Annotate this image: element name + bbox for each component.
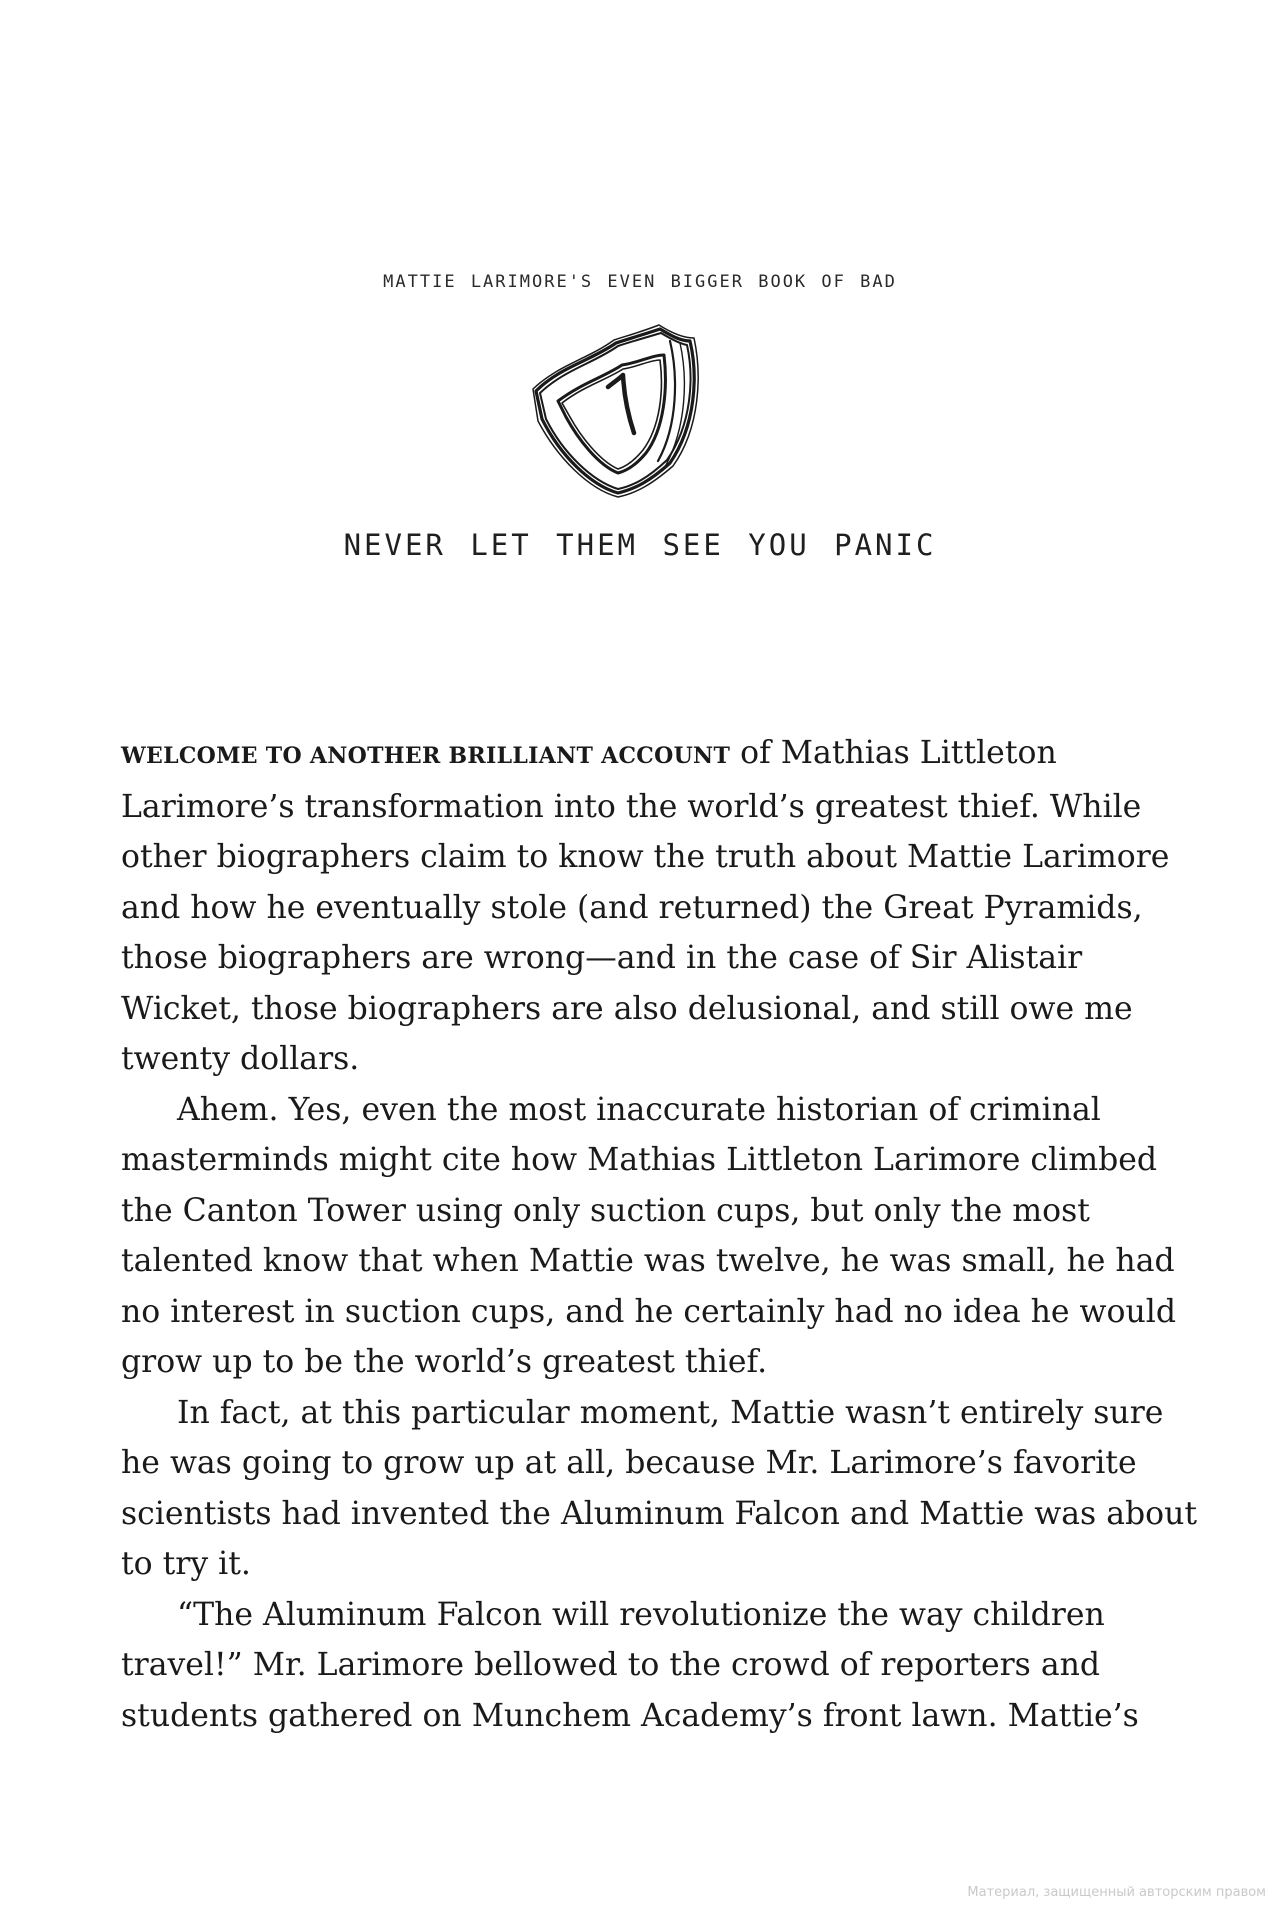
text-line: to try it. <box>121 1546 251 1582</box>
text-line: twenty dollars. <box>121 1041 360 1077</box>
chapter-number: 1 <box>624 434 626 436</box>
text-line: grow up to be the world’s greatest thief. <box>121 1344 768 1380</box>
chapter-title: NEVER LET THEM SEE YOU PANIC <box>343 528 937 562</box>
text-line: and how he eventually stole (and returned) the Great Pyramids, <box>121 889 1143 926</box>
copyright-watermark: Материал, защищенный авторским правом <box>967 1885 1266 1900</box>
body-text <box>121 728 1201 1741</box>
text-line: talented know that when Mattie was twelve, he was small, he had <box>121 1243 1175 1279</box>
text-line: those biographers are wrong—and in the case of Sir Alistair <box>121 940 1083 976</box>
text-line: other biographers claim to know the truth about Mattie Larimore <box>121 839 1170 875</box>
series-title: MATTIE LARIMORE'S EVEN BIGGER BOOK OF BAD <box>383 272 897 292</box>
text-line: students gathered on Munchem Academy’s front lawn. Mattie’s <box>121 1697 1139 1734</box>
text-line: no interest in suction cups, and he certainly had no idea he would <box>121 1293 1177 1330</box>
text-line: travel!” Mr. Larimore bellowed to the crowd of reporters and <box>121 1647 1101 1683</box>
text-line: he was going to grow up at all, because Mr. Larimore’s favorite <box>121 1445 1137 1481</box>
text-line: the Canton Tower using only suction cups, but only the most <box>121 1192 1090 1229</box>
paragraph-3-line-1: In fact, at this particular moment, Mattie wasn’t entirely sure <box>177 1394 1164 1431</box>
paragraph-1-line-1 <box>121 728 1201 782</box>
paragraph-2-line-1: Ahem. Yes, even the most inaccurate historian of criminal <box>177 1091 1101 1128</box>
text-line: Larimore’s transformation into the world’s greatest thief. While <box>121 788 1142 825</box>
text-line: scientists had invented the Aluminum Falcon and Mattie was about <box>121 1495 1198 1532</box>
text-line: masterminds might cite how Mathias Littleton Larimore climbed <box>121 1142 1158 1178</box>
text-line: Wicket, those biographers are also delusional, and still owe me <box>121 990 1133 1027</box>
text-line: of Mathias Littleton <box>730 735 1057 771</box>
chapter-shield-badge <box>520 315 730 500</box>
lead-in-smallcaps: WELCOME TO ANOTHER BRILLIANT ACCOUNT <box>121 743 731 769</box>
paragraph-4-line-1: “The Aluminum Falcon will revolutionize the way children <box>177 1596 1105 1633</box>
